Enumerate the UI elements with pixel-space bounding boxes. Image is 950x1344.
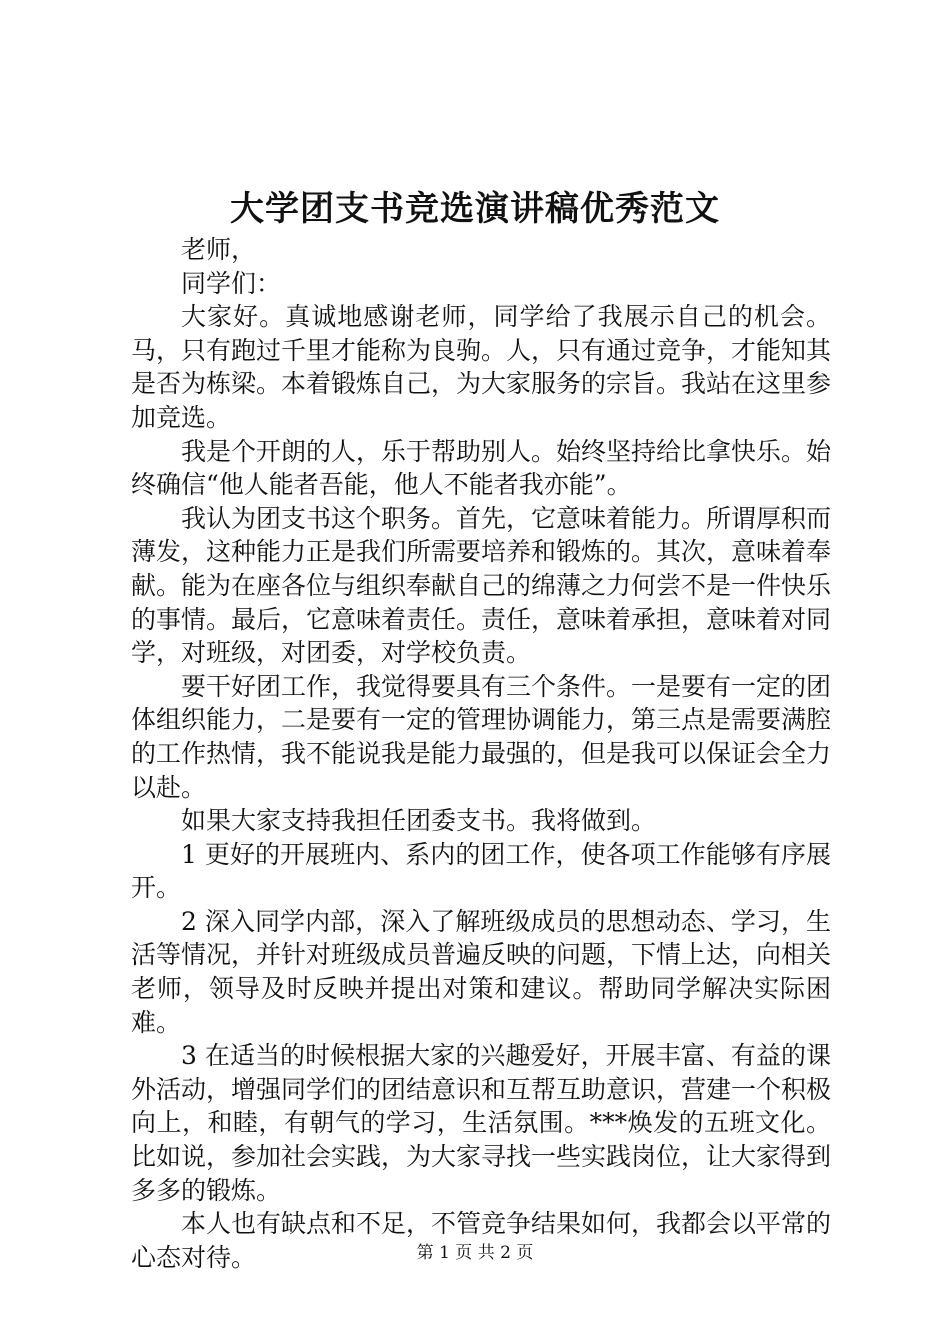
greeting-line: 同学们：: [181, 268, 282, 298]
page-footer: 第 1 页 共 2 页: [416, 1243, 534, 1263]
paragraph: 本人也有缺点和不足，不管竞争结果如何，我都会以平常的心态对待。: [131, 1209, 832, 1272]
list-item: 1 更好的开展班内、系内的团工作，使各项工作能够有序展开。: [131, 839, 831, 903]
document-title: 大学团支书竞选演讲稿优秀范文: [230, 189, 720, 229]
paragraph: 如果大家支持我担任团委支书。我将做到。: [181, 806, 657, 836]
list-item: 3 在适当的时候根据大家的兴趣爱好，开展丰富、有益的课外活动，增强同学们的团结意识和互帮互助意识，营建一个积极向上，和睦，有朝气的学习，生活氛围。***焕发的五班文化。比如说，参加社会实践，为大家寻找一些实践岗位，让大家得到多多的锻炼。: [131, 1041, 832, 1205]
paragraph: 我是个开朗的人，乐于帮助别人。始终坚持给比拿快乐。始终确信“他人能者吾能，他人不能者我亦能”。: [131, 436, 832, 500]
list-item: 2 深入同学内部，深入了解班级成员的思想动态、学习，生活等情况，并针对班级成员普遍反映的问题，下情上达，向相关老师，领导及时反映并提出对策和建议。帮助同学解决实际困难。: [131, 906, 832, 1037]
greeting-line: 老师，: [181, 235, 257, 264]
document-body: [131, 233, 831, 1274]
paragraph: 大家好。真诚地感谢老师，同学给了我展示自己的机会。马，只有跑过千里才能称为良驹。人，只有通过竞争，才能知其是否为栋梁。本着锻炼自己，为大家服务的宗旨。我站在这里参加竞选。: [131, 302, 832, 432]
paragraph: 我认为团支书这个职务。首先，它意味着能力。所谓厚积而薄发，这种能力正是我们所需要培养和锻炼的。其次，意味着奉献。能为在座各位与组织奉献自己的绵薄之力何尝不是一件快乐的事情。最后，它意味着责任。责任，意味着承担，意味着对同学，对班级，对团委，对学校负责。: [131, 503, 832, 668]
paragraph: 要干好团工作，我觉得要具有三个条件。一是要有一定的团体组织能力，二是要有一定的管理协调能力，第三点是需要满腔的工作热情，我不能说我是能力最强的，但是我可以保证会全力以赴。: [131, 671, 832, 802]
